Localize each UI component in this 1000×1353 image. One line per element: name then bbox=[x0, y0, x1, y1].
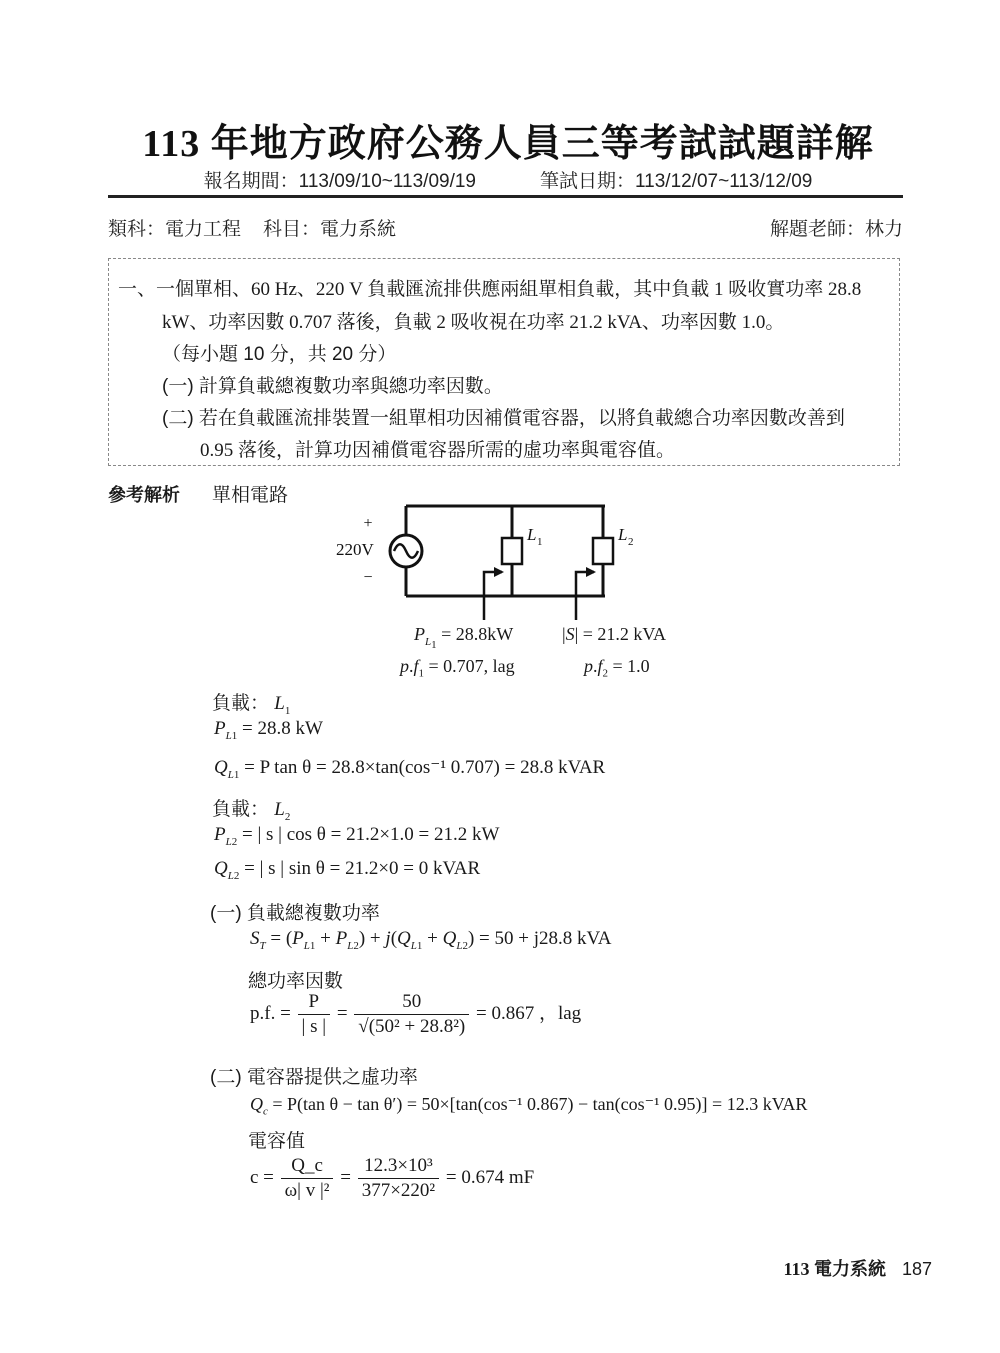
header-divider bbox=[108, 195, 903, 198]
load1-p-eq: $P_{L1} = 28.8$ kW bbox=[214, 718, 323, 742]
part2-heading: (二) 電容器提供之虛功率 bbox=[210, 1067, 418, 1088]
load1-q-eq: $Q_{L1} = P$ tan θ = 28.8×tan(cos⁻¹ 0.707) = 28.8 kVAR bbox=[214, 757, 606, 781]
capacitance-heading: 電容值 bbox=[248, 1131, 306, 1152]
load2-heading: 負載： $L_2$ bbox=[212, 799, 291, 823]
meta-left bbox=[108, 214, 396, 241]
load1-label: L bbox=[527, 525, 537, 544]
minus-sign: − bbox=[363, 569, 373, 586]
question-part-1: (一) 計算負載總複數功率與總功率因數。 bbox=[162, 376, 503, 397]
registration-period: 報名期間：113/09/10~113/09/19 bbox=[203, 171, 476, 192]
pf-fraction-1: $\frac{P}{| s |}$ bbox=[298, 990, 331, 1039]
load2-pf-label: $p.f_2 = 1.0$ bbox=[584, 656, 650, 680]
question-points: （每小題 10 分，共 20 分） bbox=[162, 344, 397, 365]
load1-heading: 負載： $L_1$ bbox=[212, 693, 291, 717]
subject: 科目：電力系統 bbox=[263, 219, 397, 240]
question-line-2: kW、功率因數 0.707 落後，負載 2 吸收視在功率 21.2 kVA、功率因數 1.0。 bbox=[162, 312, 785, 333]
question-line-1: 一、一個單相、60 Hz、220 V 負載匯流排供應兩組單相負載，其中負載 1 吸收實功率 28.8 bbox=[118, 279, 862, 300]
pf-fraction-2: $\frac{50}{\text{√(50² + 28.8²)}}$ bbox=[354, 990, 469, 1039]
load2-arrowhead bbox=[586, 567, 596, 577]
analysis-label: 參考解析 bbox=[108, 485, 180, 505]
question-part-2a: (二) 若在負載匯流排裝置一組單相功因補償電容器，以將負載總合功率因數改善到 bbox=[162, 408, 845, 429]
capacitance-eq: c = $\frac{Q\_c}{\text{ω| v |²}}$ = $\frac{\text{12.3×10³}}{\text{377×220²}}$ = 0.674 mF bbox=[250, 1155, 535, 1201]
load2-box bbox=[593, 538, 613, 564]
page-footer bbox=[783, 1255, 932, 1281]
part1-heading: (一) 負載總複數功率 bbox=[210, 903, 380, 924]
category: 類科：電力工程 bbox=[108, 219, 242, 240]
pf-eq: p.f. = $\frac{P}{| s |}$ = $\frac{50}{\text{√(50² + 28.8²)}}$ = 0.867 ，lag bbox=[250, 991, 582, 1037]
total-complex-power-eq: $S_T = (P_{L1} + P_{L2}) + j(Q_{L1} + Q_{L2}) = 50 + j28.8$ kVA bbox=[250, 928, 612, 952]
page-title: 113 年地方政府公務人員三等考試試題詳解 bbox=[142, 123, 874, 165]
load1-box bbox=[502, 538, 522, 564]
load1-arrowhead bbox=[494, 567, 504, 577]
load1-power-label: $P_{L_1} = 28.8kW$ bbox=[414, 624, 514, 651]
c-fraction-2: $\frac{\text{12.3×10³}}{\text{377×220²}}$ bbox=[358, 1154, 439, 1203]
c-fraction-1: $\frac{Q\_c}{\text{ω| v |²}}$ bbox=[281, 1154, 334, 1203]
qc-eq: $Q_c = P(\tan$ θ − tan θ′) = 50×[tan(cos⁻¹ 0.867) − tan(cos⁻¹ 0.95)] = 12.3 kVAR bbox=[250, 1094, 808, 1118]
sine-wave-icon bbox=[394, 544, 418, 558]
teacher: 解題老師：林力 bbox=[769, 219, 903, 240]
exam-dates: 筆試日期：113/12/07~113/12/09 bbox=[540, 171, 813, 192]
pf-heading: 總功率因數 bbox=[248, 971, 344, 992]
load2-q-eq: $Q_{L2}$ = | s | sin θ = 21.2×0 = 0 kVAR bbox=[214, 858, 481, 882]
analysis-subtitle: 單相電路 bbox=[212, 485, 289, 506]
load2-p-eq: $P_{L2}$ = | s | cos θ = 21.2×1.0 = 21.2 kW bbox=[214, 824, 500, 848]
load1-pf-label: $p.f_1 = 0.707$, lag bbox=[400, 656, 515, 680]
load2-apparent-label: |S| = 21.2 kVA bbox=[562, 624, 667, 644]
source-voltage: 220V bbox=[336, 540, 374, 559]
question-part-2b: 0.95 落後，計算功因補償電容器所需的虛功率與電容值。 bbox=[200, 440, 676, 461]
load1-sub: 1 bbox=[537, 536, 543, 548]
plus-sign: + bbox=[363, 515, 373, 532]
page-number: 187 bbox=[901, 1259, 932, 1279]
load2-label: L bbox=[618, 525, 628, 544]
load2-sub: 2 bbox=[628, 536, 634, 548]
book-title: 113 電力系統 bbox=[783, 1259, 886, 1279]
exam-dates-line bbox=[0, 166, 1000, 193]
